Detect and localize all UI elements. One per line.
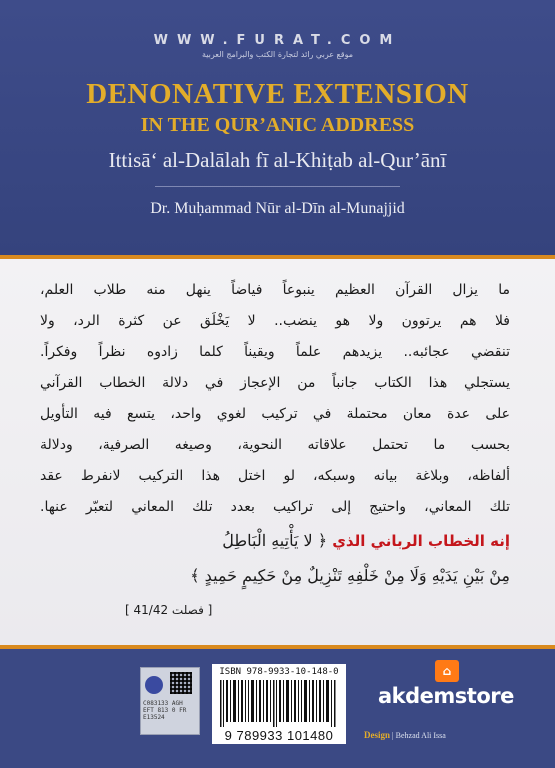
verse-first-line bbox=[40, 531, 510, 550]
verse-intro: إنه الخطاب الرباني الذي bbox=[332, 532, 510, 550]
book-author: Dr. Muḥammad Nūr al-Dīn al-Munajjid bbox=[150, 200, 405, 217]
publisher-website: WWW.FURAT.COM bbox=[153, 33, 402, 48]
sticker-text: C083133 AGH EFT 813 0 FR E13524 bbox=[143, 700, 187, 721]
title-divider bbox=[155, 186, 400, 187]
blurb-line: ما يزال القرآن العظيم ينبوعاً فياضاً ينهل منه طلاب العلم، bbox=[40, 282, 510, 298]
store-logo-icon: ⌂ bbox=[435, 660, 459, 682]
verse-second-line: مِنْ بَيْنِ يَدَيْهِ وَلَا مِنْ خَلْفِهِ تَنْزِيلٌ مِنْ حَكِيمٍ حَمِيدٍ ﴾ bbox=[190, 566, 510, 585]
book-title-line2: IN THE QUR’ANIC ADDRESS bbox=[140, 114, 415, 136]
barcode-icon bbox=[220, 680, 338, 727]
blurb-line: تنقضي عجائبه.. يزيدهم علماً ويقيناً كلما زادوه نظراً وفكراً. bbox=[40, 344, 510, 360]
blurb-line: على عدة معان محتملة في تركيب لغوي واحد، يتسع فيه التأويل bbox=[40, 406, 510, 422]
blurb-line: تلك المعاني، واحتيج إلى تراكيب بعدد تلك المعاني لتعبّر عنها. bbox=[40, 499, 510, 515]
barcode-number: 9 789933 101480 bbox=[224, 728, 334, 743]
sticker-seal-icon bbox=[145, 676, 163, 694]
design-credit: Design | Behzad Ali Issa bbox=[364, 730, 446, 740]
book-transliteration: Ittisāʻ al-Dalālah fī al-Khiṭab al-Qur’ānī bbox=[108, 148, 447, 172]
book-title-line1: DENONATIVE EXTENSION bbox=[86, 78, 469, 110]
blurb-line: فلا هم يرتوون ولا هو ينضب.. لا يَخْلَق عن كثرة الرد، ولا bbox=[40, 313, 510, 329]
blurb-line: يستجلي هذا الكتاب جانباً من الإعجاز في دلالة الخطاب القرآني bbox=[40, 375, 510, 391]
design-label: Design bbox=[364, 730, 391, 740]
publisher-tagline: موقع عربي رائد لتجارة الكتب والبرامج العربية bbox=[201, 50, 354, 59]
blurb-line: ألفاظه، وبلاغة بيانه وسبكه، لو اختل هذا التركيب لانفرط عقد bbox=[40, 468, 510, 484]
store-logo-text: akdemstore bbox=[378, 684, 514, 708]
qr-code-icon bbox=[170, 672, 192, 694]
blurb-line: بحسب ما تحتمل علاقاته النحوية، وصيغه الصرفية، ودلالة bbox=[40, 437, 510, 453]
designer-name: Behzad Ali Issa bbox=[395, 731, 446, 740]
verse-reference: [ فصلت 41/42 ] bbox=[125, 603, 213, 617]
verse-opening: ﴿ لا يَأْتِيهِ الْبَاطِلُ bbox=[222, 531, 328, 550]
isbn-label: ISBN 978-9933-10-148-0 bbox=[219, 667, 339, 677]
